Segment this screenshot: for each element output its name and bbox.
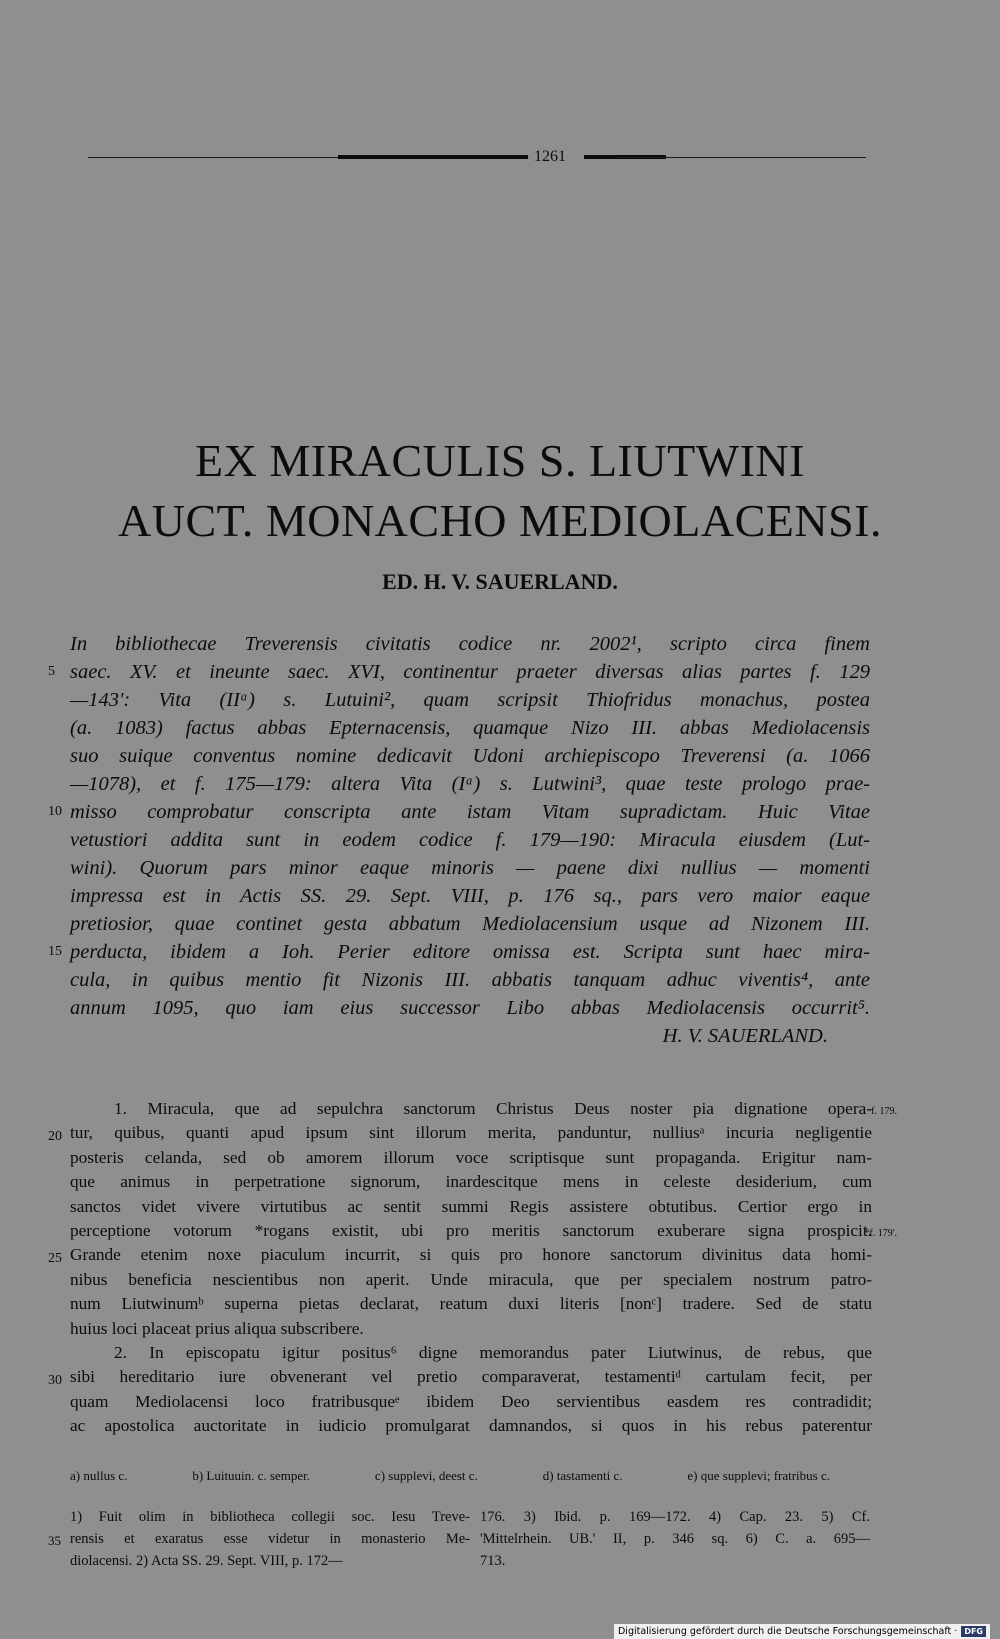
main-text	[48, 1097, 897, 1438]
intro-line	[48, 938, 870, 966]
critical-apparatus	[70, 1468, 830, 1484]
rule-right	[616, 157, 866, 158]
line-text: diolacensi. 2) Acta SS. 29. Sept. VIII, p. 172—	[70, 1553, 343, 1569]
intro-line	[70, 854, 870, 882]
line-number: 5	[48, 664, 55, 679]
page-number: 1261	[534, 148, 566, 165]
body-line	[70, 1341, 872, 1365]
intro-line	[70, 686, 870, 714]
line-text: misso comprobatur conscripta ante istam Vitam supradictam. Huic Vitae	[70, 801, 870, 823]
digitization-credit	[614, 1624, 990, 1639]
footnote-line	[48, 1528, 470, 1550]
line-text: —1078), et f. 175—179: altera Vita (Iᵃ) s. Lutwini³, quae teste prologo prae-	[70, 773, 870, 795]
rule-thick-left	[338, 155, 528, 159]
line-number: 10	[48, 804, 62, 819]
line-text: pretiosior, quae continet gesta abbatum Mediolacensium usque ad Nizonem III.	[70, 913, 870, 935]
line-text: wini). Quorum pars minor eaque minoris — paene dixi nullius — momenti	[70, 857, 870, 879]
body-line	[48, 1121, 872, 1145]
line-number: 35	[48, 1533, 61, 1548]
intro-line	[70, 910, 870, 938]
body-line	[70, 1390, 872, 1414]
intro-line	[70, 882, 870, 910]
line-text: suo suique conventus nomine dedicavit Udoni archiepiscopo Treverensi (a. 1066	[70, 745, 870, 767]
line-text: tur, quibus, quanti apud ipsum sint illorum merita, panduntur, nulliusᵃ incuria negligentie	[70, 1123, 872, 1143]
line-text: quam Mediolacensi loco fratribusqueᵉ ibidem Deo servientibus easdem res contradidit;	[70, 1391, 872, 1411]
line-text: (a. 1083) factus abbas Epternacensis, quamque Nizo III. abbas Mediolacensis	[70, 717, 870, 739]
line-number: 30	[48, 1373, 62, 1389]
footnote-line	[70, 1550, 470, 1572]
body-line	[70, 1317, 872, 1341]
line-text: In bibliothecae Treverensis civitatis codice nr. 2002¹, scripto circa finem	[70, 633, 870, 655]
line-text: 'Mittelrhein. UB.' II, p. 346 sq. 6) C. a. 695—	[480, 1531, 870, 1547]
footnote-line	[480, 1506, 870, 1528]
body-line	[70, 1414, 872, 1438]
intro-line	[70, 742, 870, 770]
line-text: cula, in quibus mentio fit Nizonis III. abbatis tanquam adhuc viventis⁴, ante	[70, 969, 870, 991]
line-text: 1) Fuit olim in bibliotheca collegii soc. Iesu Treve-	[70, 1509, 470, 1525]
line-text: vetustiori addita sunt in eodem codice f. 179—190: Miracula eiusdem (Lut-	[70, 829, 870, 851]
body-line	[70, 1219, 897, 1243]
line-text: perceptione votorum *rogans existit, ubi pro meritis sanctorum exuberare signa prospicit.	[70, 1220, 872, 1240]
line-text: posteris celanda, sed ob amorem illorum voce scriptisque sunt propaganda. Erigitur nam-	[70, 1147, 872, 1167]
line-number: 25	[48, 1251, 62, 1267]
apparatus-entry: e) que supplevi; fratribus c.	[687, 1468, 830, 1483]
body-line	[48, 1243, 872, 1267]
apparatus-entry: c) supplevi, deest c.	[374, 1468, 478, 1483]
line-text: nibus beneficia nescientibus non aperit. Unde miracula, que per specialem nostrum patro-	[70, 1269, 872, 1289]
footnote-line	[480, 1528, 870, 1550]
line-number: 20	[48, 1129, 62, 1145]
line-text: 713.	[480, 1553, 506, 1569]
body-line	[70, 1195, 872, 1219]
credit-text: Digitalisierung gefördert durch die Deutsche Forschungsgemeinschaft ·	[617, 1626, 958, 1637]
line-text: 176. 3) Ibid. p. 169—172. 4) Cap. 23. 5) Cf.	[480, 1509, 870, 1525]
body-line	[48, 1365, 872, 1389]
line-text: —143': Vita (IIᵃ) s. Lutuini², quam scripsit Thiofridus monachus, postea	[70, 689, 870, 711]
folio-marginal-note: *f. 179'.	[864, 1227, 897, 1239]
intro-line	[70, 826, 870, 854]
folio-marginal-note: f. 179.	[871, 1106, 897, 1117]
line-text: impressa est in Actis SS. 29. Sept. VIII, p. 176 sq., pars vero maior eaque	[70, 885, 870, 907]
line-number: 15	[48, 944, 62, 959]
footnote-line	[480, 1550, 870, 1572]
line-text: num Liutwinumᵇ superna pietas declarat, reatum duxi literis [nonᶜ] tradere. Sed de statu	[70, 1294, 872, 1314]
body-line	[70, 1097, 897, 1121]
line-text: annum 1095, quo iam eius successor Libo abbas Mediolacensis occurrit⁵.	[70, 997, 870, 1019]
page-header-rule	[88, 149, 866, 165]
apparatus-entry: b) Luituuin. c. semper.	[192, 1468, 311, 1483]
intro-line	[70, 994, 870, 1022]
line-text: saec. XV. et ineunte saec. XVI, continentur praeter diversas alias partes f. 129	[70, 661, 870, 683]
line-text: H. V. SAUERLAND.	[662, 1025, 828, 1047]
line-text: 1. Miracula, que ad sepulchra sanctorum Christus Deus noster pia dignatione opera-	[114, 1099, 872, 1118]
footnotes-column-2	[480, 1506, 870, 1572]
apparatus-entry: d) tastamenti c.	[542, 1468, 623, 1483]
footnote-line	[70, 1506, 470, 1528]
intro-line	[70, 630, 870, 658]
body-line	[70, 1292, 872, 1316]
line-text: perducta, ibidem a Ioh. Perier editore omissa est. Scripta sunt haec mira-	[70, 941, 870, 963]
intro-signature	[70, 1022, 870, 1050]
line-text: que animus in perpetratione signorum, inardescitque mens in celeste desiderium, cum	[70, 1172, 872, 1192]
footnotes-column-1	[48, 1506, 470, 1572]
rule-left	[88, 157, 338, 158]
editor-line: ED. H. V. SAUERLAND.	[382, 569, 618, 594]
line-text: sanctos videt vivere virtutibus ac sentit summi Regis assistere obtutibus. Certior ergo in	[70, 1196, 872, 1216]
title-line-2: AUCT. MONACHO MEDIOLACENSI.	[118, 495, 882, 546]
line-text: ac apostolica auctoritate in iudicio promulgarat damnandos, si quos in his rebus paterentur	[70, 1416, 872, 1436]
introduction	[48, 630, 870, 1050]
body-line	[70, 1170, 872, 1194]
body-line	[70, 1146, 872, 1170]
intro-line	[70, 770, 870, 798]
line-text: 2. In episcopatu igitur positus⁶ digne memorandus pater Liutwinus, de rebus, que	[114, 1342, 872, 1362]
intro-line	[70, 714, 870, 742]
intro-line	[48, 798, 870, 826]
intro-line	[70, 966, 870, 994]
line-text: sibi hereditario iure obvenerant vel pretio comparaverat, testamentiᵈ cartulam fecit, per	[70, 1367, 872, 1387]
line-text: huius loci placeat prius aliqua subscribere.	[70, 1318, 364, 1338]
title-line-1: EX MIRACULIS S. LIUTWINI	[195, 435, 805, 486]
line-text: rensis et exaratus esse videtur in monasterio Me-	[70, 1531, 470, 1547]
intro-line	[48, 658, 870, 686]
line-text: Grande etenim noxe piaculum incurrit, si quis pro honore sanctorum divinitus data homi-	[70, 1245, 872, 1265]
body-line	[70, 1268, 872, 1292]
dfg-logo: DFG	[961, 1626, 986, 1637]
apparatus-entry: a) nullus c.	[70, 1468, 128, 1483]
